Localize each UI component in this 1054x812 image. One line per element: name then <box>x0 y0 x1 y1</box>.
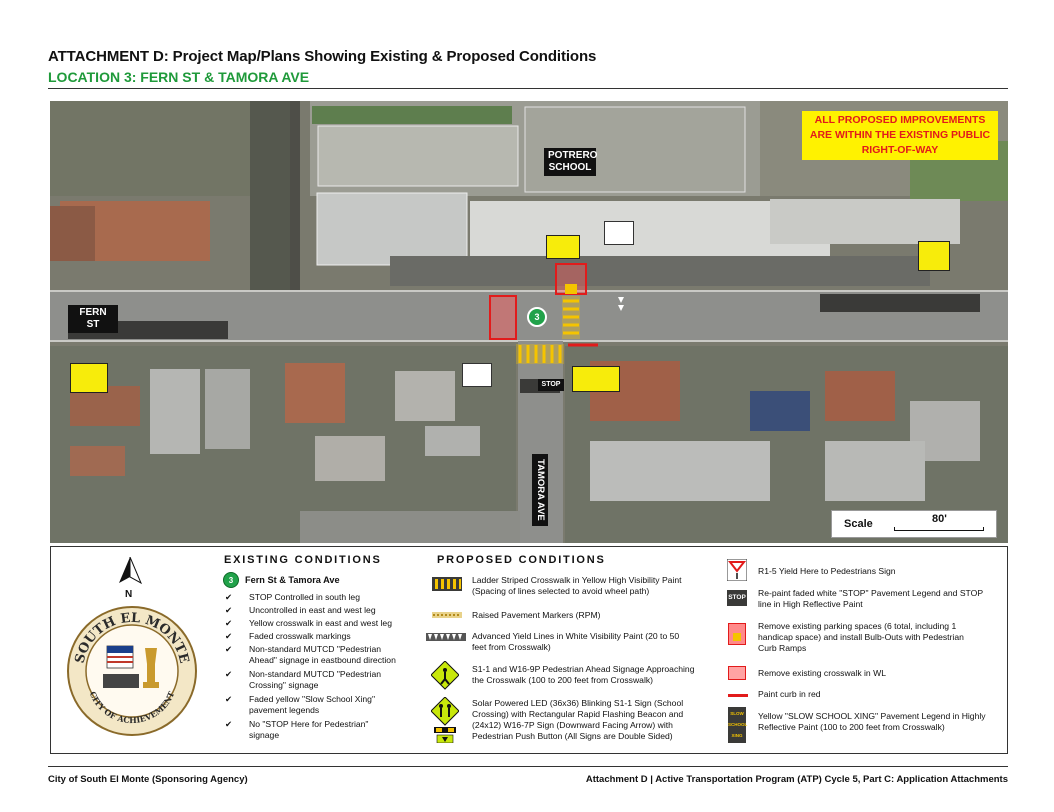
notice-line2: ARE WITHIN THE EXISTING PUBLIC <box>809 129 991 141</box>
header-divider <box>48 88 1008 89</box>
footer-attachment: Attachment D | Active Transportation Program (ATP) Cycle 5, Part C: Application Attachments <box>585 774 1008 785</box>
existing-item: Uncontrolled in east and west leg <box>249 605 376 615</box>
scale-bar-line <box>894 527 984 531</box>
svg-text:SOUTH EL MONTE: SOUTH EL MONTE <box>72 610 192 665</box>
proposed-item-cont: Pedestrian Push Button (All Signs are Double Sided) <box>472 731 673 741</box>
location-subtitle: LOCATION 3: FERN ST & TAMORA AVE <box>48 69 310 85</box>
yield-sign-icon <box>462 363 492 387</box>
south-ladder-crosswalk <box>516 344 564 364</box>
proposed-right-item: Remove existing crosswalk in WL <box>758 668 886 678</box>
existing-item: No "STOP Here for Pedestrian" <box>249 719 369 729</box>
footer-agency: City of South El Monte (Sponsoring Agency) <box>48 774 248 785</box>
proposed-right-item-cont: Curb Ramps <box>758 643 807 653</box>
check-icon: ✔ <box>225 618 233 628</box>
check-icon: ✔ <box>225 592 233 602</box>
existing-item-cont: Crossing" signage <box>249 680 319 690</box>
proposed-item: Raised Pavement Markers (RPM) <box>472 610 601 620</box>
page-title: ATTACHMENT D: Project Map/Plans Showing Existing & Proposed Conditions <box>48 48 597 65</box>
check-icon: ✔ <box>225 631 233 641</box>
proposed-right-item-cont: line in High Reflective Paint <box>758 599 863 609</box>
existing-item: STOP Controlled in south leg <box>249 592 360 602</box>
city-seal-graphic <box>65 604 199 738</box>
yield-sign-icon <box>604 221 634 245</box>
stop-pavement-legend: STOP <box>538 379 564 391</box>
existing-conditions-title: EXISTING CONDITIONS <box>224 554 382 566</box>
proposed-right-item: Paint curb in red <box>758 689 821 699</box>
page-header <box>48 48 1008 85</box>
proposed-item: Solar Powered LED (36x36) Blinking S1-1 Sign (School <box>472 698 684 708</box>
existing-item: Faded crosswalk markings <box>249 631 351 641</box>
right-of-way-notice <box>802 111 998 160</box>
check-icon: ✔ <box>225 669 233 679</box>
scale-label: Scale <box>844 518 873 530</box>
raised-pavement-markers-icon <box>432 612 462 618</box>
bulb-out-icon <box>728 623 746 645</box>
proposed-right-item: Remove existing parking spaces (6 total, including 1 <box>758 621 957 631</box>
notice-line1: ALL PROPOSED IMPROVEMENTS <box>814 114 986 126</box>
check-icon: ✔ <box>225 694 233 704</box>
proposed-item-cont: Crossing) with Rectangular Rapid Flashing Beacon and <box>472 709 684 719</box>
check-icon: ✔ <box>225 605 233 615</box>
proposed-right-item-cont: Reflective Paint (100 to 200 feet from Crosswalk) <box>758 722 945 732</box>
school-label <box>544 148 596 176</box>
location-number-badge: 3 <box>223 572 239 588</box>
proposed-right-item-cont: handicap space) and install Bulb-Outs with Pedestrian <box>758 632 964 642</box>
east-ladder-crosswalk <box>562 296 580 339</box>
footer-divider <box>48 766 1008 767</box>
stop-legend-icon: STOP <box>727 590 747 606</box>
scale-bar <box>831 510 997 538</box>
proposed-right-item: R1-5 Yield Here to Pedestrians Sign <box>758 566 896 576</box>
proposed-item-cont: feet from Crosswalk) <box>472 642 551 652</box>
existing-item-cont: Ahead" signage in eastbound direction <box>249 655 396 665</box>
check-icon: ✔ <box>225 644 233 654</box>
proposed-right-item: Yellow "SLOW SCHOOL XING" Pavement Legend in Highly <box>758 711 986 721</box>
location-marker: 3 <box>527 307 547 327</box>
rrfb-sign-icon <box>572 366 620 392</box>
proposed-item: Ladder Striped Crosswalk in Yellow High Visibility Paint <box>472 575 682 585</box>
slow-school-xing-icon <box>728 707 746 743</box>
yield-sign-icon <box>727 559 747 581</box>
tamora-ave-label: TAMORA AVE <box>532 454 548 526</box>
location-name: Fern St & Tamora Ave <box>245 575 340 585</box>
red-curb-icon <box>728 694 748 697</box>
check-icon: ✔ <box>225 719 233 729</box>
proposed-right-item: Re-paint faded white "STOP" Pavement Legend and STOP <box>758 588 984 598</box>
pedestrian-ahead-sign-icon <box>70 363 108 393</box>
rrfb-sign-icon <box>546 235 580 259</box>
legend-panel <box>50 546 1008 754</box>
remove-crosswalk-icon <box>728 666 746 680</box>
pedestrian-ahead-sign-icon <box>918 241 950 271</box>
advanced-yield-lines-icon <box>426 633 466 641</box>
proposed-item: S1-1 and W16-9P Pedestrian Ahead Signage Approaching <box>472 664 695 674</box>
north-label: N <box>125 589 133 600</box>
existing-item: Faded yellow "Slow School Xing" <box>249 694 376 704</box>
school-label-line1: POTRERO <box>548 150 598 161</box>
ladder-crosswalk-icon <box>432 577 462 591</box>
aerial-map <box>50 101 1008 543</box>
notice-line3: RIGHT-OF-WAY <box>861 144 939 156</box>
fern-st-label: FERN ST <box>68 305 118 333</box>
existing-item: Yellow crosswalk in east and west leg <box>249 618 392 628</box>
slow-text: SLOW <box>730 711 744 716</box>
rrfb-sign-icon <box>431 697 459 743</box>
proposed-item: Advanced Yield Lines in White Visibility Paint (20 to 50 <box>472 631 680 641</box>
existing-item-cont: signage <box>249 730 280 740</box>
existing-item: Non-standard MUTCD "Pedestrian <box>249 644 382 654</box>
proposed-item-cont: (24x12) W16-7P Sign (Downward Facing Arrow) with <box>472 720 673 730</box>
scale-value: 80' <box>932 513 947 525</box>
existing-item: Non-standard MUTCD "Pedestrian <box>249 669 382 679</box>
pedestrian-ahead-sign-icon <box>431 661 459 691</box>
proposed-item-cont: (Spacing of lines selected to avoid wheel path) <box>472 586 650 596</box>
svg-text:CITY OF ACHIEVEMENT: CITY OF ACHIEVEMENT <box>87 689 177 726</box>
city-seal <box>65 604 199 738</box>
existing-item-cont: pavement legends <box>249 705 320 715</box>
school-text: SCHOOL <box>728 722 748 727</box>
proposed-conditions-title: PROPOSED CONDITIONS <box>437 554 606 566</box>
proposed-item-cont: the Crosswalk (100 to 200 feet from Crosswalk) <box>472 675 654 685</box>
xing-text: XING <box>731 733 743 738</box>
school-label-line2: SCHOOL <box>548 162 592 173</box>
